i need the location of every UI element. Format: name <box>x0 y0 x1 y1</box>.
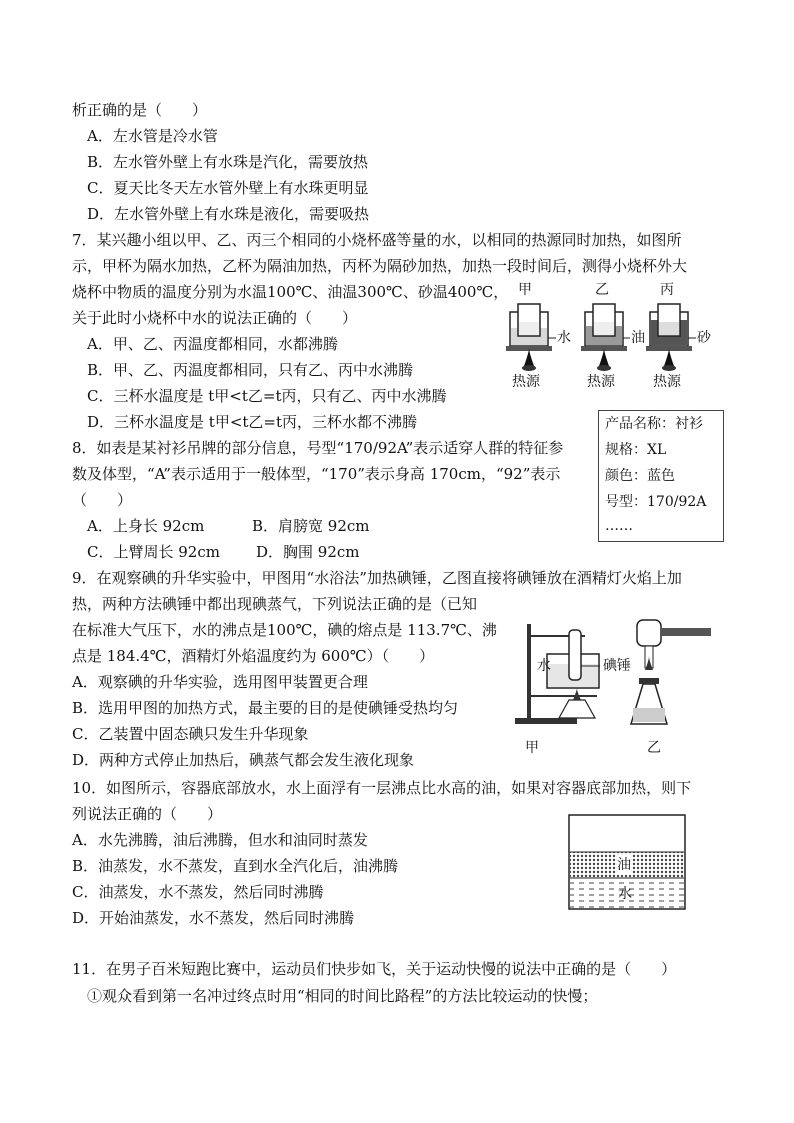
q7-cup-label-bing: 丙 <box>660 282 674 298</box>
q9-stem-line3: 在标准大气压下，水的沸点是100℃，碘的熔点是 113.7℃、沸 <box>72 621 497 639</box>
q7-stem-line3: 烧杯中物质的温度分别为水温100℃、油温300℃、砂温400℃， <box>72 283 509 301</box>
q9-option-b: B．选用甲图的加热方式，最主要的目的是使碘锤受热均匀 <box>72 699 459 717</box>
q10-water-label: 水 <box>618 886 632 902</box>
q9-option-c: C．乙装置中固态碘只发生升华现象 <box>72 725 309 743</box>
q6-option-b: B．左水管外壁上有水珠是汽化，需要放热 <box>87 153 369 171</box>
q7-stem-line4: 关于此时小烧杯中水的说法正确的（ ） <box>72 309 358 327</box>
q7-medium-water: 水 <box>557 330 571 346</box>
tag-line-color: 颜色：蓝色 <box>605 468 675 484</box>
tag-line-model: 号型：170/92A <box>605 494 707 510</box>
q7-heat-label-2: 热源 <box>587 374 615 390</box>
q7-option-c: C．三杯水温度是 t甲<t乙=t丙，只有乙、丙中水沸腾 <box>87 387 447 405</box>
q10-option-b: B．油蒸发，水不蒸发，直到水全汽化后，油沸腾 <box>72 857 399 875</box>
q7-stem-line1: 7．某兴趣小组以甲、乙、丙三个相同的小烧杯盛等量的水，以相同的热源同时加热，如图所 <box>72 231 682 249</box>
q10-option-c: C．油蒸发，水不蒸发，然后同时沸腾 <box>72 883 324 901</box>
q11-statement-1: ①观众看到第一名冲过终点时用“相同的时间比路程”的方法比较运动的快慢； <box>87 987 598 1005</box>
q8-option-c: C．上臂周长 92cm <box>87 543 220 561</box>
q8-option-a: A．上身长 92cm <box>87 517 205 535</box>
beaker-bing <box>646 304 692 371</box>
q6-option-a: A．左水管是冷水管 <box>87 127 218 145</box>
q10-oil-label: 油 <box>617 857 631 873</box>
q8-stem-line1: 8．如表是某衬衫吊牌的部分信息，号型“170/92A”表示适穿人群的特征参 <box>72 439 564 457</box>
q10-option-d: D．开始油蒸发，水不蒸发，然后同时沸腾 <box>72 909 355 927</box>
q9-fig-label-jia: 甲 <box>525 740 539 756</box>
q11-stem-line1: 11．在男子百米短跑比赛中，运动员们快步如飞，关于运动快慢的说法中正确的是（ ） <box>72 960 677 978</box>
q7-heat-label-1: 热源 <box>512 374 540 390</box>
q10-stem-line2: 列说法正确的（ ） <box>72 805 223 823</box>
q7-option-a: A．甲、乙、丙温度都相同，水都沸腾 <box>87 335 338 353</box>
beaker-jia <box>506 304 552 371</box>
q8-option-d: D．胸围 92cm <box>256 543 360 561</box>
q10-stem-line1: 10．如图所示，容器底部放水，水上面浮有一层沸点比水高的油，如果对容器底部加热，则下 <box>72 779 692 797</box>
q7-medium-oil: 油 <box>631 330 645 346</box>
q9-iodine-apparatus-figure <box>505 606 720 746</box>
q8-option-b: B．肩膀宽 92cm <box>252 517 370 535</box>
q7-cup-label-yi: 乙 <box>595 282 609 298</box>
q9-stem-line4: 点是 184.4℃，酒精灯外焰温度约为 600℃）（ ） <box>72 647 435 665</box>
beaker-yi <box>581 304 627 371</box>
q6-option-c: C．夏天比冬天左水管外壁上有水珠更明显 <box>87 179 369 197</box>
q9-option-a: A．观察碘的升华实验，选用图甲装置更合理 <box>72 673 368 691</box>
q9-option-d: D．两种方式停止加热后，碘蒸气都会发生液化现象 <box>72 751 415 769</box>
q7-heat-label-3: 热源 <box>653 374 681 390</box>
q6-stem-tail: 析正确的是（ ） <box>72 101 208 119</box>
q6-option-d: D．左水管外壁上有水珠是液化，需要吸热 <box>87 205 370 223</box>
q7-medium-sand: 砂 <box>697 330 711 346</box>
shirt-tag <box>598 410 724 542</box>
q7-option-b: B．甲、乙、丙温度都相同，只有乙、丙中水沸腾 <box>87 361 414 379</box>
q9-iodine-label: 碘锤 <box>603 658 631 674</box>
tag-line-product: 产品名称：衬衫 <box>605 416 703 432</box>
q9-water-label: 水 <box>537 658 551 674</box>
tag-line-size: 规格：XL <box>605 442 667 458</box>
q10-option-a: A．水先沸腾，油后沸腾，但水和油同时蒸发 <box>72 831 368 849</box>
q9-fig-label-yi: 乙 <box>647 740 661 756</box>
q7-option-d: D．三杯水温度是 t甲<t乙=t丙，三杯水都不沸腾 <box>87 413 418 431</box>
q7-cup-label-jia: 甲 <box>518 282 532 298</box>
q7-stem-line2: 示，甲杯为隔水加热，乙杯为隔油加热，丙杯为隔砂加热，加热一段时间后，测得小烧杯外大 <box>72 257 688 275</box>
q9-stem-line1: 9．在观察碘的升华实验中，甲图用“水浴法”加热碘锤，乙图直接将碘锤放在酒精灯火焰上加 <box>72 569 682 587</box>
q8-stem-line3: （ ） <box>72 491 133 509</box>
tag-line-ellipsis: …… <box>605 518 633 534</box>
q9-stem-line2: 热，两种方法碘锤中都出现碘蒸气，下列说法正确的是（已知 <box>72 595 478 613</box>
q8-stem-line2: 数及体型，“A”表示适用于一般体型，“170”表示身高 170cm，“92”表示 <box>72 465 561 483</box>
